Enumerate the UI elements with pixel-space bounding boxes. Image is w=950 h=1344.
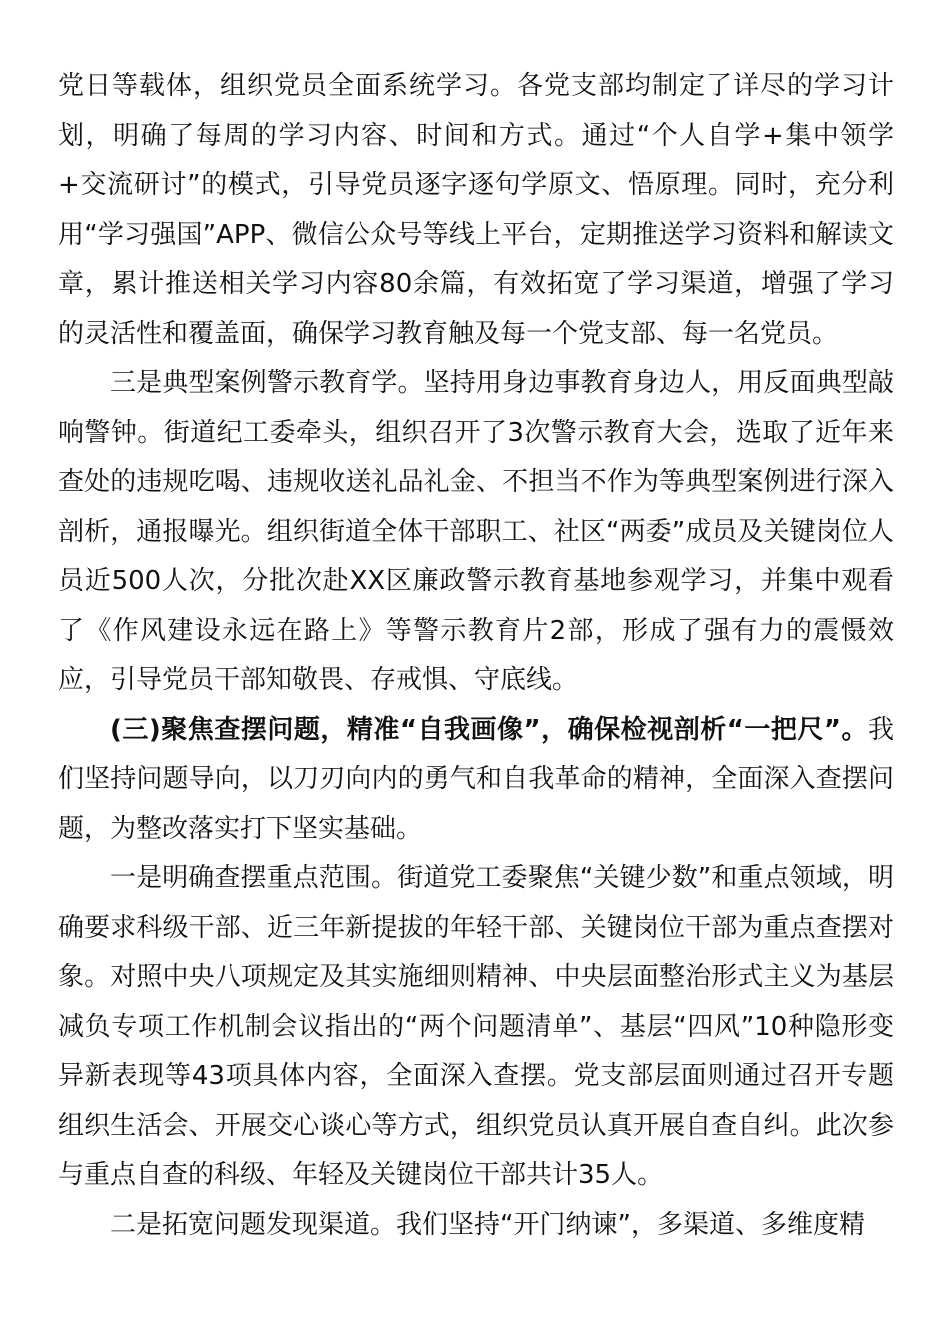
paragraph-warning-education: 三是典型案例警示教育学。坚持用身边事教育身边人，用反面典型敲响警钟。街道纪工委牵头，组织召开了3次警示教育大会，选取了近年来查处的违规吃喝、违规收送礼品礼金、不担当不作为等典型案例进行深入剖析，通报曝光。组织街道全体干部职工、社区“两委”成员及关键岗位人员近500人次，分批次赴XX区廉政警示教育基地参观学习，并集中观看了《作风建设永远在路上》等警示教育片2部，形成了强有力的震慑效应，引导党员干部知敬畏、存戒惧、守底线。 [58, 368, 894, 695]
section-intro: 我们坚持问题导向，以刀刃向内的勇气和自我革命的精神，全面深入查摆问题，为整改落实打下坚实基础。 [58, 714, 894, 844]
section-heading-line [58, 706, 894, 855]
paragraph-scope: 一是明确查摆重点范围。街道党工委聚焦“关键少数”和重点领域，明确要求科级干部、近三年新提拔的年轻干部、关键岗位干部为重点查摆对象。对照中央八项规定及其实施细则精神、中央层面整治形式主义为基层减负专项工作机制会议指出的“两个问题清单”、基层“四风”10种隐形变异新表现等43项具体内容，全面深入查摆。党支部层面则通过召开专题组织生活会、开展交心谈心等方式，组织党员认真开展自查自纠。此次参与重点自查的科级、年轻及关键岗位干部共计35人。 [58, 863, 894, 1190]
section-heading: (三)聚焦查摆问题，精准“自我画像”，确保检视剖析“一把尺”。 [110, 714, 868, 745]
paragraph-study-platforms: 党日等载体，组织党员全面系统学习。各党支部均制定了详尽的学习计划，明确了每周的学习内容、时间和方式。通过“个人自学+集中领学+交流研讨”的模式，引导党员逐字逐句学原文、悟原理。同时，充分利用“学习强国”APP、微信公众号等线上平台，定期推送学习资料和解读文章，累计推送相关学习内容80余篇，有效拓宽了学习渠道，增强了学习的灵活性和覆盖面，确保学习教育触及每一个党支部、每一名党员。 [58, 71, 894, 349]
document-page [58, 62, 894, 1250]
paragraph-channels: 二是拓宽问题发现渠道。我们坚持“开门纳谏”，多渠道、多维度精 [110, 1209, 865, 1240]
